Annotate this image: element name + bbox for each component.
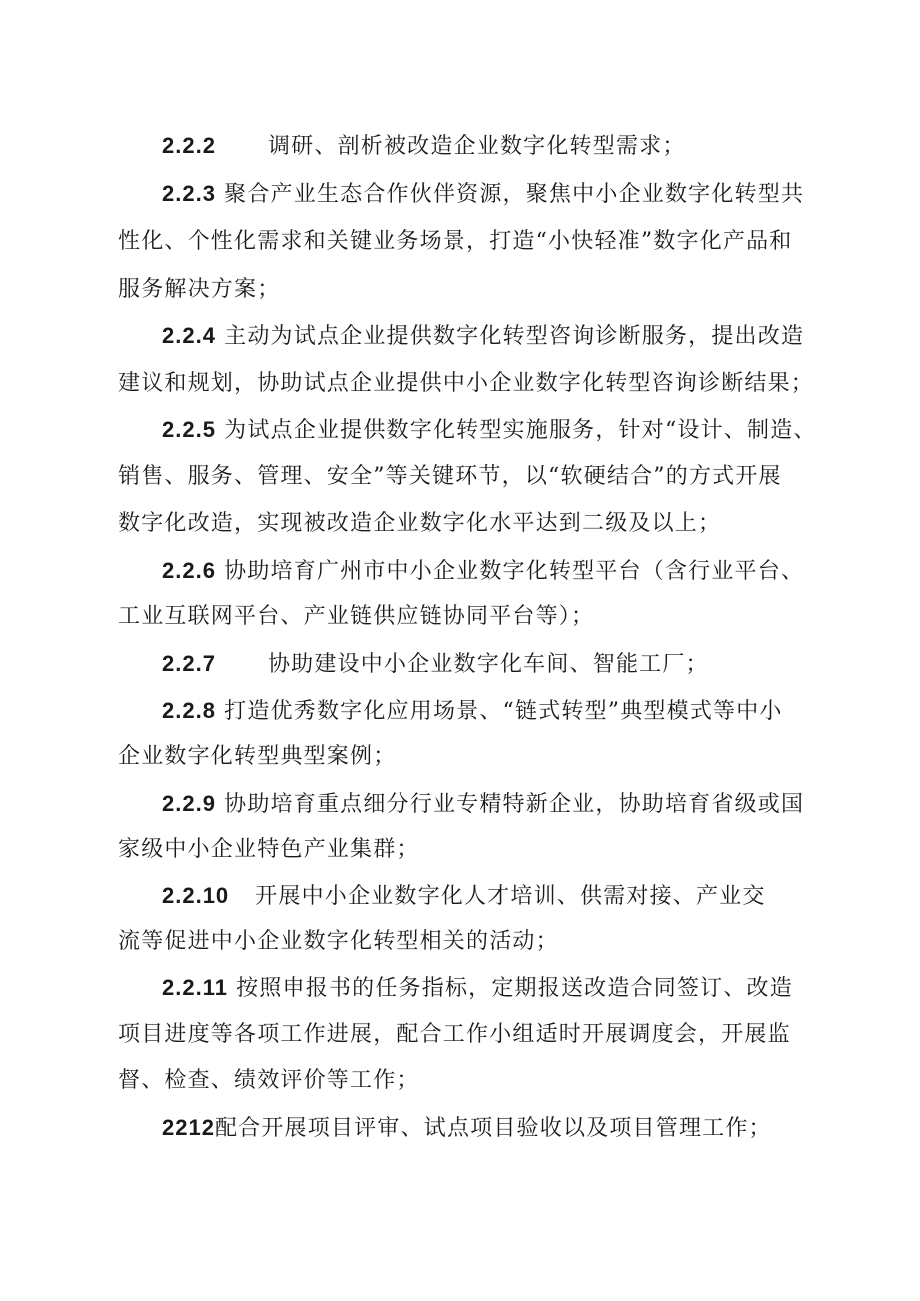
clause-2-2-6 — [162, 557, 862, 586]
clause-text: 聚合产业生态合作伙伴资源，聚焦中小企业数字化转型共 — [224, 182, 805, 207]
clause-text: 主动为试点企业提供数字化转型咨询诊断服务，提出改造 — [224, 324, 805, 349]
clause-continuation: 销售、服务、管理、安全”等关键环节，以“软硬结合”的方式开展 — [118, 464, 782, 489]
clause-number: 2.2.11 — [162, 975, 228, 1000]
clause-continuation: 性化、个性化需求和关键业务场景，打造“小快轻准”数字化产品和 — [118, 229, 793, 254]
clause-number: 2.2.2 — [162, 133, 216, 158]
clause-number: 2.2.5 — [162, 417, 216, 442]
clause-text: 协助建设中小企业数字化车间、智能工厂； — [267, 652, 709, 677]
clause-2-2-5 — [162, 416, 862, 445]
clause-2-2-9 — [162, 790, 862, 819]
clause-number: 2.2.8 — [162, 698, 216, 723]
clause-number: 2.2.4 — [162, 323, 216, 348]
clause-continuation: 流等促进中小企业数字化转型相关的活动； — [118, 929, 559, 954]
clause-continuation: 建议和规划，协助试点企业提供中小企业数字化转型咨询诊断结果； — [118, 371, 815, 396]
clause-2-2-8 — [162, 697, 862, 726]
clause-text: 开展中小企业数字化人才培训、供需对接、产业交 — [255, 884, 766, 909]
clause-number: 2.2.7 — [162, 651, 216, 676]
clause-text: 打造优秀数字化应用场景、“链式转型”典型模式等中小 — [224, 699, 783, 724]
clause-number: 2.2.10 — [162, 883, 230, 908]
clause-text: 按照申报书的任务指标，定期报送改造合同签订、改造 — [236, 976, 793, 1001]
clause-text: 配合开展项目评审、试点项目验收以及项目管理工作； — [214, 1116, 772, 1141]
clause-2-2-2 — [162, 132, 862, 161]
clause-text: 协助培育广州市中小企业数字化转型平台（含行业平台、 — [224, 559, 805, 584]
clause-2-2-7 — [162, 650, 862, 679]
clause-continuation: 数字化改造，实现被改造企业数字化水平达到二级及以上； — [118, 511, 722, 536]
clause-2-2-4 — [162, 322, 862, 351]
clause-2-2-3 — [162, 180, 862, 209]
clause-number: 2.2.3 — [162, 181, 216, 206]
clause-number: 2.2.6 — [162, 558, 216, 583]
clause-text: 协助培育重点细分行业专精特新企业，协助培育省级或国 — [224, 792, 805, 817]
clause-continuation: 督、检查、绩效评价等工作； — [118, 1068, 420, 1093]
clause-continuation: 工业互联网平台、产业链供应链协同平台等）； — [118, 604, 595, 629]
clause-text: 调研、剖析被改造企业数字化转型需求； — [267, 134, 686, 159]
clause-continuation: 企业数字化转型典型案例； — [118, 744, 397, 769]
clause-2212 — [162, 1114, 862, 1143]
clause-2-2-11 — [162, 974, 862, 1003]
clause-continuation: 项目进度等各项工作进展，配合工作小组适时开展调度会，开展监 — [118, 1022, 791, 1047]
clause-number: 2.2.9 — [162, 791, 216, 816]
clause-continuation: 家级中小企业特色产业集群； — [118, 837, 420, 862]
clause-2-2-10 — [162, 882, 862, 911]
clause-text: 为试点企业提供数字化转型实施服务，针对“设计、制造、 — [224, 418, 817, 443]
clause-continuation: 服务解决方案； — [118, 277, 281, 302]
clause-number: 2212 — [162, 1115, 215, 1140]
